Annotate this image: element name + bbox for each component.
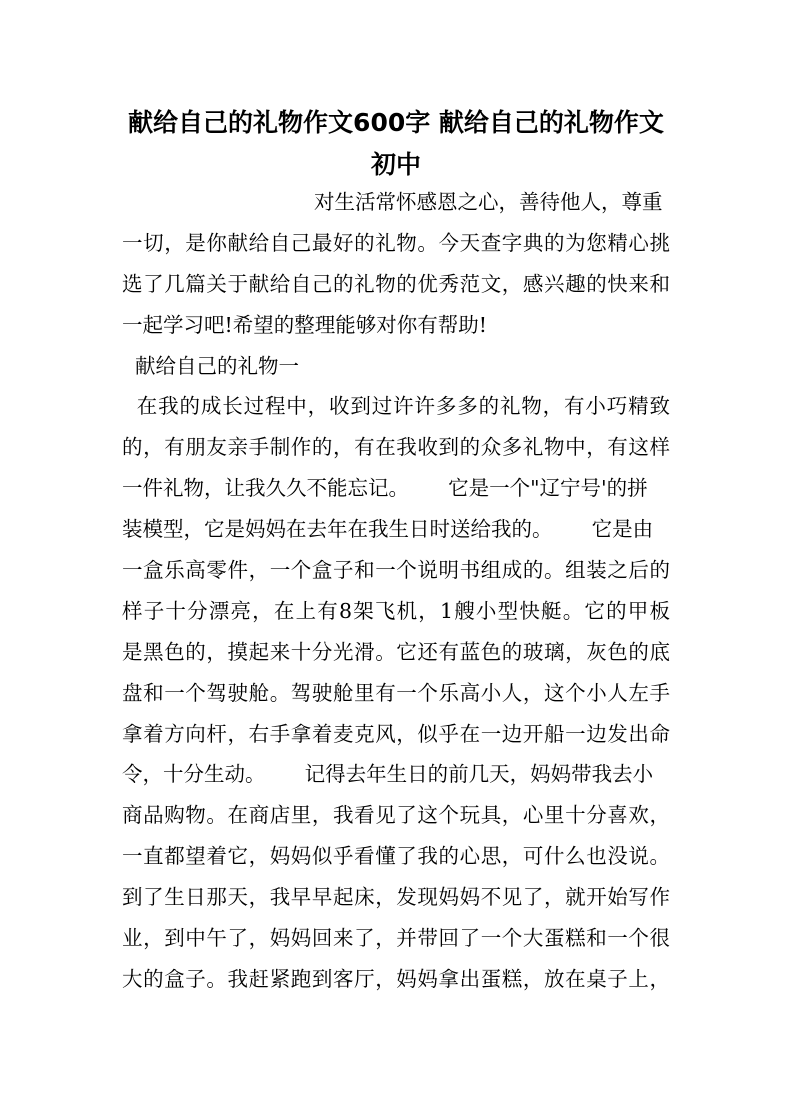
body-line: 业，到中午了，妈妈回来了，并带回了一个大蛋糕和一个很 bbox=[122, 926, 670, 951]
body-line: 一直都望着它，妈妈似乎看懂了我的心思，可什么也没说。 bbox=[122, 844, 670, 869]
body-line: 大的盒子。我赶紧跑到客厅，妈妈拿出蛋糕，放在桌子上， bbox=[122, 966, 670, 991]
body-line: 到了生日那天，我早早起床，发现妈妈不见了，就开始写作 bbox=[122, 885, 670, 910]
body-line: 在我的成长过程中，收到过许许多多的礼物，有小巧精致 bbox=[122, 394, 670, 419]
body-line: 商品购物。在商店里，我看见了这个玩具，心里十分喜欢， bbox=[122, 803, 670, 828]
body-line: 选了几篇关于献给自己的礼物的优秀范文，感兴趣的快来和 bbox=[122, 271, 670, 296]
body-line: 一起学习吧!希望的整理能够对你有帮助! bbox=[122, 312, 487, 337]
body-line: 的，有朋友亲手制作的，有在我收到的众多礼物中，有这样 bbox=[122, 435, 670, 460]
body-line: 一件礼物，让我久久不能忘记。 它是一个"辽宁号'的拼 bbox=[122, 476, 648, 501]
body-line: 令，十分生动。 记得去年生日的前几天，妈妈带我去小 bbox=[122, 762, 654, 787]
body-line: 装模型，它是妈妈在去年在我生日时送给我的。 它是由 bbox=[122, 517, 654, 542]
body-line: 一切，是你献给自己最好的礼物。今天查字典的为您精心挑 bbox=[122, 230, 670, 255]
section-heading: 献给自己的礼物一 bbox=[122, 353, 300, 378]
body-line: 对生活常怀感恩之心，善待他人，尊重 bbox=[314, 190, 663, 214]
document-body bbox=[122, 182, 670, 1000]
body-line: 一盒乐高零件，一个盒子和一个说明书组成的。组装之后的 bbox=[122, 558, 670, 583]
body-line: 样子十分漂亮，在上有8架飞机，1艘小型快艇。它的甲板 bbox=[122, 598, 670, 623]
body-line: 盘和一个驾驶舱。驾驶舱里有一个乐高小人，这个小人左手 bbox=[122, 680, 670, 705]
body-line: 拿着方向杆，右手拿着麦克风，似乎在一边开船一边发出命 bbox=[122, 721, 670, 746]
body-line: 是黑色的，摸起来十分光滑。它还有蓝色的玻璃，灰色的底 bbox=[122, 639, 670, 664]
document-title: 献给自己的礼物作文600字 献给自己的礼物作文初中 bbox=[128, 108, 664, 179]
